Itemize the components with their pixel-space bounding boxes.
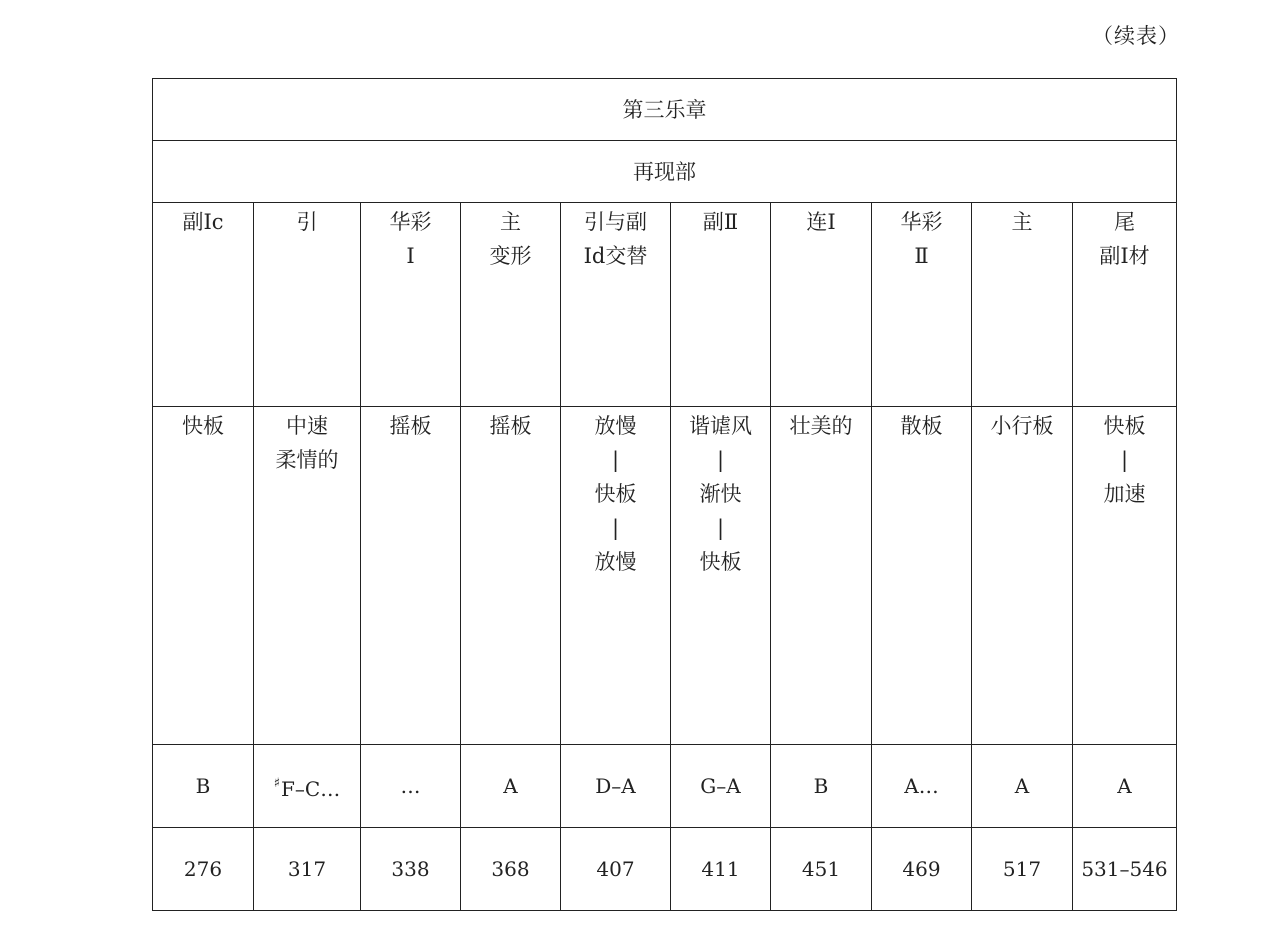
key-text: … [400, 774, 421, 798]
bar-number-cell: 276 [153, 828, 254, 911]
tempo-cell-line: 摇板 [389, 414, 432, 438]
tempo-cell-line: 柔情的 [275, 448, 339, 472]
tempo-cell-line: 快板 [1103, 414, 1146, 438]
key-text: A… [904, 774, 939, 798]
key-cell [254, 745, 361, 828]
section-name-cell-line: Ⅱ [914, 244, 929, 268]
key-text: A [1117, 774, 1132, 798]
bar-number-cell: 407 [561, 828, 671, 911]
bar-number-cell: 517 [972, 828, 1073, 911]
key-text: D–A [595, 774, 636, 798]
bar-number-cell: 368 [461, 828, 561, 911]
bar-number-cell: 451 [771, 828, 872, 911]
bar-numbers-row [153, 828, 1177, 911]
section-name-cell-line: 变形 [489, 244, 532, 268]
section-name-cell-line: 引 [296, 210, 318, 234]
tempo-cell-line: 快板 [699, 550, 742, 574]
section-row [153, 141, 1177, 203]
section-name-cell-line: 副Ⅱ [702, 210, 739, 234]
section-name-cell-line: Ⅰd交替 [583, 244, 648, 268]
section-name-cell-line: Ⅰ [406, 244, 415, 268]
section-name-cell [671, 203, 771, 407]
section-title: 再现部 [153, 141, 1177, 203]
section-name-cell [254, 203, 361, 407]
key-cell [561, 745, 671, 828]
tempo-cell-line: 中速 [286, 414, 328, 438]
bar-number-cell: 411 [671, 828, 771, 911]
tempo-cell [1073, 407, 1177, 745]
key-text: G–A [700, 774, 741, 798]
section-names-row [153, 203, 1177, 407]
tempo-cell-line: | [716, 448, 725, 472]
tempo-cell-line: 快板 [182, 414, 224, 438]
section-name-cell-line: 引与副 [584, 210, 647, 234]
bar-number-cell: 338 [361, 828, 461, 911]
bar-number-cell: 469 [872, 828, 972, 911]
tempo-cell [671, 407, 771, 745]
key-cell [1073, 745, 1177, 828]
tempo-cell [153, 407, 254, 745]
key-text: A [1014, 774, 1030, 798]
tempo-cell-line: | [1120, 448, 1129, 472]
section-name-cell [1073, 203, 1177, 407]
keys-row [153, 745, 1177, 828]
tempo-cell [461, 407, 561, 745]
tempo-cell [972, 407, 1073, 745]
key-text: A [503, 774, 518, 798]
key-cell [461, 745, 561, 828]
tempo-cell-line: 摇板 [489, 414, 532, 438]
key-text: B [195, 774, 211, 798]
tempo-cell-line: 渐快 [699, 482, 742, 506]
continued-label: （续表） [1092, 24, 1180, 48]
key-cell [361, 745, 461, 828]
tempo-cell-line: | [611, 516, 620, 540]
section-name-cell [361, 203, 461, 407]
section-name-cell-line: 华彩 [900, 210, 943, 234]
key-cell [771, 745, 872, 828]
key-text: F–C… [281, 776, 341, 801]
tempo-cell-line: 快板 [594, 482, 637, 506]
tempo-cell-line: | [716, 516, 725, 540]
tempo-cell [771, 407, 872, 745]
section-name-cell-line: 华彩 [389, 210, 432, 234]
key-cell [972, 745, 1073, 828]
movement-title: 第三乐章 [153, 79, 1177, 141]
section-name-cell-line: 副Ⅰc [182, 210, 224, 234]
tempo-cell-line: | [611, 448, 620, 472]
tempo-cell [254, 407, 361, 745]
section-name-cell-line: 主 [1011, 210, 1033, 234]
tempo-cell [872, 407, 972, 745]
section-name-cell [153, 203, 254, 407]
section-name-cell-line: 连Ⅰ [806, 210, 836, 234]
tempo-cell [561, 407, 671, 745]
tempo-cell-line: 加速 [1103, 482, 1146, 506]
section-name-cell [972, 203, 1073, 407]
section-name-cell [771, 203, 872, 407]
key-text: B [813, 774, 829, 798]
section-name-cell-line: 尾 [1114, 210, 1135, 234]
tempo-cell-line: 放慢 [594, 550, 637, 574]
section-name-cell-line: 副Ⅰ材 [1099, 244, 1150, 268]
tempo-cell-line: 小行板 [990, 414, 1054, 438]
section-name-cell [872, 203, 972, 407]
sharp-sign: ♯ [273, 775, 281, 791]
bar-number-cell: 531–546 [1073, 828, 1177, 911]
form-analysis-table [152, 78, 1177, 911]
key-cell [671, 745, 771, 828]
bar-number-cell: 317 [254, 828, 361, 911]
key-cell [153, 745, 254, 828]
section-name-cell-line: 主 [500, 210, 521, 234]
movement-row [153, 79, 1177, 141]
tempo-row [153, 407, 1177, 745]
tempo-cell-line: 壮美的 [789, 414, 853, 438]
section-name-cell [461, 203, 561, 407]
key-cell [872, 745, 972, 828]
section-name-cell [561, 203, 671, 407]
tempo-cell-line: 散板 [900, 414, 943, 438]
tempo-cell-line: 谐谑风 [689, 414, 752, 438]
tempo-cell-line: 放慢 [594, 414, 637, 438]
tempo-cell [361, 407, 461, 745]
